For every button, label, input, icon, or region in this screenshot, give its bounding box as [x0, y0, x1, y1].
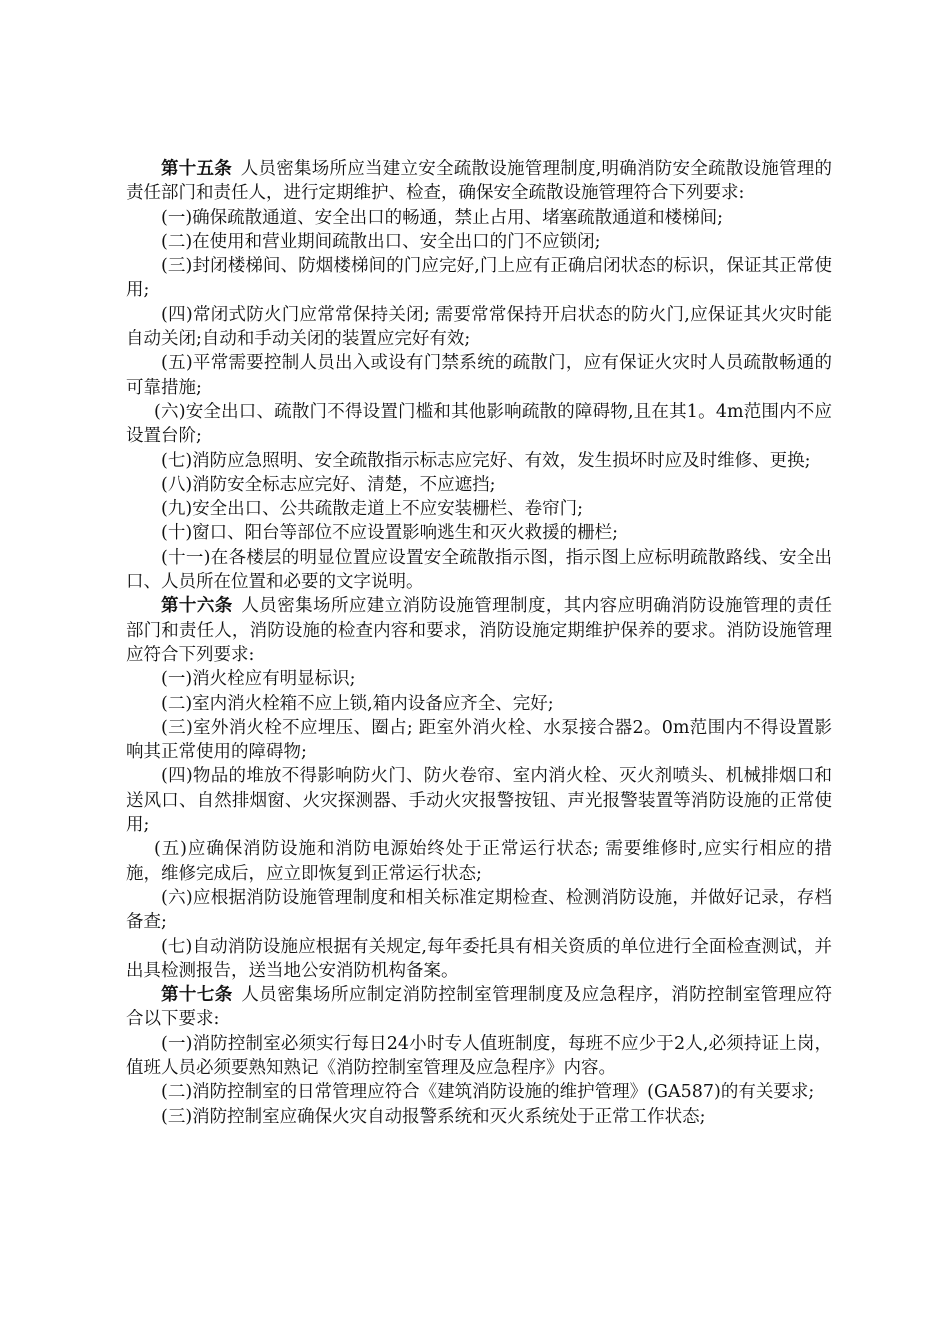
paragraph-text: (二)在使用和营业期间疏散出口、安全出口的门不应锁闭; [161, 231, 601, 252]
paragraph-text: 人员密集场所应制定消防控制室管理制度及应急程序，消防控制室管理应符合以下要求: [126, 985, 832, 1030]
article-paragraph [126, 157, 832, 206]
clause-paragraph [126, 206, 832, 230]
paragraph-text: (一)消防控制室必须实行每日24小时专人值班制度，每班不应少于2人,必须持证上岗，值班人员必须要熟知熟记《消防控制室管理及应急程序》内容。 [126, 1033, 832, 1078]
paragraph-text: (三)消防控制室应确保火灾自动报警系统和灭火系统处于正常工作状态; [161, 1106, 706, 1127]
paragraph-text: (十)窗口、阳台等部位不应设置影响逃生和灭火救援的栅栏; [161, 523, 619, 544]
paragraph-text: (四)物品的堆放不得影响防火门、防火卷帘、室内消火栓、灭火剂喷头、机械排烟口和送风口、自然排烟窗、火灾探测器、手动火灾报警按钮、声光报警装置等消防设施的正常使用; [126, 766, 832, 836]
clause-paragraph [126, 254, 832, 303]
paragraph-text: (八)消防安全标志应完好、清楚，不应遮挡; [161, 474, 496, 495]
clause-paragraph [126, 497, 832, 521]
article-paragraph [126, 594, 832, 667]
clause-paragraph [126, 1032, 832, 1081]
clause-paragraph [126, 303, 832, 352]
paragraph-text: (三)室外消火栓不应埋压、圈占; 距室外消火栓、水泵接合器2。0m范围内不得设置影响其正常使用的障碍物; [126, 717, 832, 763]
clause-paragraph [126, 692, 832, 716]
paragraph-text: (四)常闭式防火门应常常保持关闭; 需要常常保持开启状态的防火门,应保证其火灾时能自动关闭;自动和手动关闭的装置应完好有效; [126, 304, 832, 350]
paragraph-text: (二)消防控制室的日常管理应符合《建筑消防设施的维护管理》(GA587)的有关要求; [161, 1082, 815, 1103]
article-number: 第十五条 [161, 159, 232, 179]
paragraph-text: (七)消防应急照明、安全疏散指示标志应完好、有效，发生损坏时应及时维修、更换; [161, 450, 811, 471]
paragraph-text: (二)室内消火栓箱不应上锁,箱内设备应齐全、完好; [161, 693, 554, 714]
clause-paragraph [126, 449, 832, 473]
paragraph-text: 人员密集场所应当建立安全疏散设施管理制度,明确消防安全疏散设施管理的责任部门和责任人，进行定期维护、检查，确保安全疏散设施管理符合下列要求: [126, 159, 833, 204]
paragraph-text: (五)应确保消防设施和消防电源始终处于正常运行状态; 需要维修时,应实行相应的措施，维修完成后，应立即恢复到正常运行状态; [126, 839, 832, 884]
clause-paragraph [126, 667, 832, 691]
paragraph-text: 人员密集场所应建立消防设施管理制度，其内容应明确消防设施管理的责任部门和责任人，消防设施的检查内容和要求，消防设施定期维护保养的要求。消防设施管理应符合下列要求: [126, 596, 832, 665]
document-body [126, 157, 832, 1129]
clause-paragraph [126, 400, 832, 449]
paragraph-text: (十一)在各楼层的明显位置应设置安全疏散指示图，指示图上应标明疏散路线、安全出口、人员所在位置和必要的文字说明。 [126, 547, 832, 593]
clause-paragraph [126, 351, 832, 400]
paragraph-text: (九)安全出口、公共疏散走道上不应安装栅栏、卷帘门; [161, 499, 584, 520]
clause-paragraph [126, 764, 832, 837]
paragraph-text: (三)封闭楼梯间、防烟楼梯间的门应完好,门上应有正确启闭状态的标识，保证其正常使用; [126, 256, 832, 301]
paragraph-text: (一)消火栓应有明显标识; [161, 669, 356, 690]
paragraph-text: (七)自动消防设施应根据有关规定,每年委托具有相关资质的单位进行全面检查测试，并出具检测报告，送当地公安消防机构备案。 [126, 936, 832, 981]
clause-paragraph [126, 521, 832, 545]
clause-paragraph [126, 1080, 832, 1104]
article-number: 第十六条 [161, 596, 233, 617]
clause-paragraph [126, 935, 832, 984]
clause-paragraph [126, 1105, 832, 1129]
clause-paragraph [126, 716, 832, 765]
clause-paragraph [126, 837, 832, 886]
paragraph-text: (六)安全出口、疏散门不得设置门槛和其他影响疏散的障碍物,且在其1。4m范围内不应设置台阶; [126, 401, 832, 447]
paragraph-text: (五)平常需要控制人员出入或设有门禁系统的疏散门，应有保证火灾时人员疏散畅通的可靠措施; [126, 353, 832, 398]
paragraph-text: (六)应根据消防设施管理制度和相关标准定期检查、检测消防设施，并做好记录，存档备查; [126, 887, 832, 933]
article-paragraph [126, 983, 832, 1032]
clause-paragraph [126, 546, 832, 595]
clause-paragraph [126, 473, 832, 497]
clause-paragraph [126, 230, 832, 254]
article-number: 第十七条 [161, 985, 233, 1006]
clause-paragraph [126, 886, 832, 935]
paragraph-text: (一)确保疏散通道、安全出口的畅通，禁止占用、堵塞疏散通道和楼梯间; [161, 207, 724, 228]
